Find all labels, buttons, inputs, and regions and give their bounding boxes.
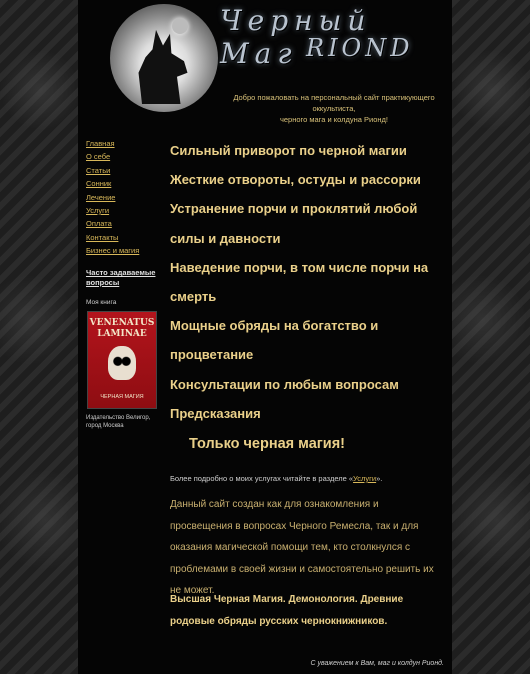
nav-item-healing[interactable]: Лечение <box>86 192 116 202</box>
site-title-line1: Черный Маг <box>220 4 372 70</box>
howling-wolf-icon <box>128 26 198 104</box>
sidebar-nav <box>86 137 158 258</box>
service-item: Мощные обряды на богатство и процветание <box>170 318 379 363</box>
specialization-text: Высшая Черная Магия. Демонология. Древние родовые обряды русских чернокнижников. <box>170 594 404 627</box>
book-publisher: Издательство Велигор, город Москва <box>86 415 151 429</box>
book-subtitle: ЧЕРНАЯ МАГИЯ <box>100 394 144 400</box>
service-item: Сильный приворот по черной магии <box>170 143 407 158</box>
more-info-line <box>170 474 382 483</box>
service-item: Консультации по любым вопросам <box>170 376 399 392</box>
nav-item-contacts[interactable]: Контакты <box>86 232 119 242</box>
signature: С уважением к Вам, маг и колдун Рионд. <box>310 660 444 667</box>
skull-icon <box>108 346 136 380</box>
welcome-line1: Добро пожаловать на персональный сайт практикующего оккультиста, <box>233 93 435 113</box>
book-title-line1: VENENATUS <box>89 318 155 328</box>
welcome-text <box>218 92 450 125</box>
right-texture-panel <box>452 0 530 674</box>
service-item: Жесткие отвороты, остуды и рассорки <box>170 172 421 188</box>
service-item: Устранение порчи и проклятий любой силы и давности <box>170 201 418 246</box>
moon-icon <box>172 18 188 34</box>
nav-item-business-magic[interactable]: Бизнес и магия <box>86 246 140 256</box>
welcome-line2: черного мага и колдуна Рионд! <box>279 115 389 124</box>
faq-link[interactable]: Часто задаваемые вопросы <box>86 268 156 287</box>
nav-item-articles[interactable]: Статьи <box>86 165 111 175</box>
intro-paragraph: Данный сайт создан как для ознакомления и просвещения в вопросах Черного Ремесла, так и для оказания магической помощи тем, кто столкнулся с проблемами в своей жизни и самостоятельно решить их не может. <box>170 499 434 596</box>
nav-item-dream-book[interactable]: Сонник <box>86 179 112 189</box>
more-info-after: ». <box>376 474 383 483</box>
services-list <box>170 136 450 428</box>
book-label: Моя книга <box>86 299 117 306</box>
left-texture-panel <box>0 0 78 674</box>
book-title-line2: LAMINAE <box>97 329 147 339</box>
site-title-line2: RIOND <box>306 34 414 62</box>
site-title <box>218 2 450 70</box>
only-black-magic-heading: Только черная магия! <box>189 436 346 452</box>
service-item: Предсказания <box>170 405 261 421</box>
wolf-moon-logo <box>110 4 218 112</box>
main-content <box>78 0 452 674</box>
nav-item-about[interactable]: О себе <box>86 152 111 162</box>
more-info-text: Более подробно о моих услугах читайте в разделе « <box>170 474 354 483</box>
services-link[interactable]: Услуги <box>353 474 377 483</box>
nav-item-services[interactable]: Услуги <box>86 206 110 216</box>
nav-item-payment[interactable]: Оплата <box>86 219 112 229</box>
service-item: Наведение порчи, в том числе порчи на смерть <box>170 259 429 305</box>
book-cover[interactable] <box>87 311 157 409</box>
nav-item-home[interactable]: Главная <box>86 139 115 148</box>
